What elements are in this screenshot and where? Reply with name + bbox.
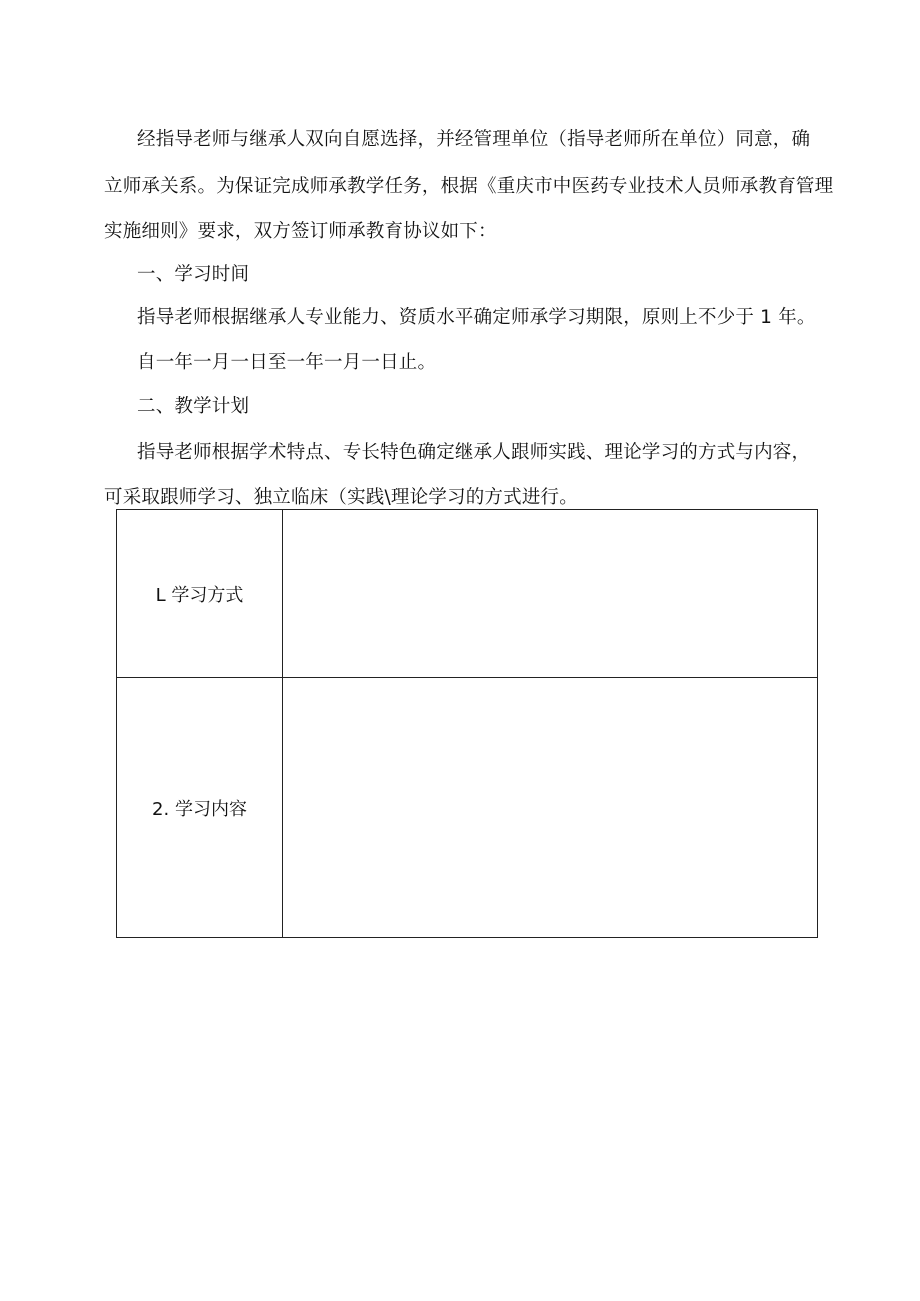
study-method-field[interactable] <box>283 510 817 677</box>
study-content-field[interactable] <box>283 678 817 937</box>
teaching-plan-text-line-1: 指导老师根据学术特点、专长特色确定继承人跟师实践、理论学习的方式与内容， <box>137 442 811 463</box>
section-heading-study-time: 一、学习时间 <box>137 264 250 285</box>
study-dates-text: 自一年一月一日至一年一月一日止。 <box>137 352 437 373</box>
intro-paragraph-line-2: 立师承关系。为保证完成师承教学任务，根据《重庆市中医药专业技术人员师承教育管理 <box>104 176 834 197</box>
table-row <box>117 510 817 678</box>
teaching-plan-text-line-2: 可采取跟师学习、独立临床（实践\理论学习的方式进行。 <box>104 487 578 508</box>
study-period-text: 指导老师根据继承人专业能力、资质水平确定师承学习期限，原则上不少于 1 年。 <box>137 307 816 328</box>
intro-paragraph-line-3: 实施细则》要求，双方签订师承教育协议如下： <box>104 221 497 242</box>
study-content-label: 2. 学习内容 <box>117 678 283 937</box>
study-method-label: L 学习方式 <box>117 510 283 677</box>
study-plan-table <box>116 509 818 938</box>
table-row <box>117 678 817 937</box>
section-heading-teaching-plan: 二、教学计划 <box>137 396 250 417</box>
intro-paragraph-line-1: 经指导老师与继承人双向自愿选择，并经管理单位（指导老师所在单位）同意，确 <box>137 129 811 150</box>
